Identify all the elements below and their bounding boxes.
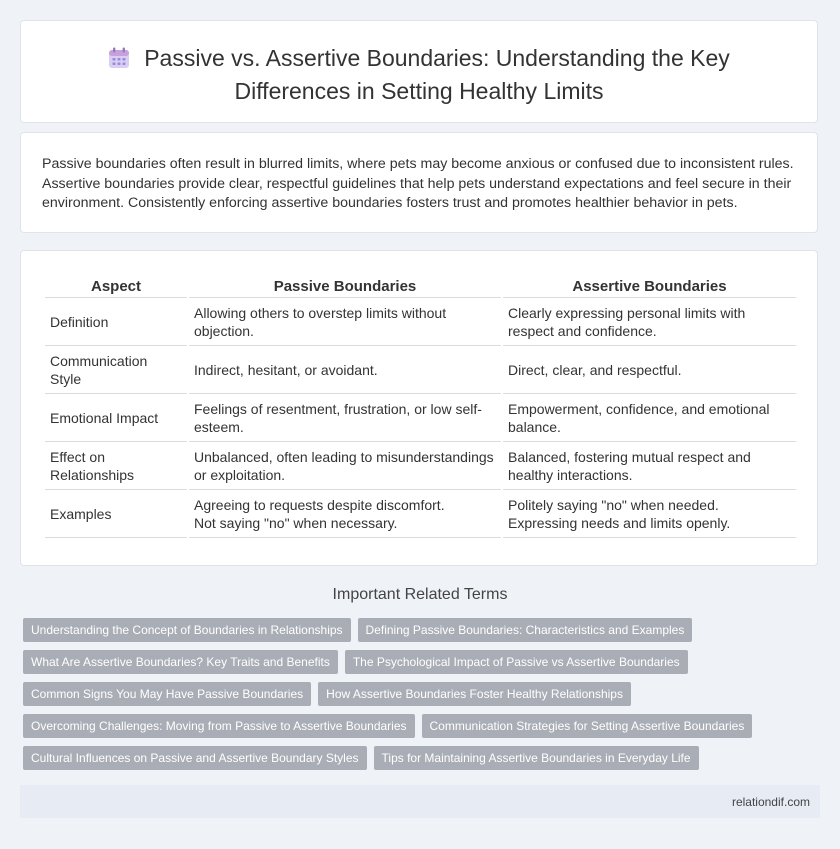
row-assertive: Clearly expressing personal limits with respect and confidence.	[503, 298, 796, 346]
intro-card	[20, 132, 818, 233]
page-title	[21, 43, 817, 106]
related-term-tag[interactable]: Common Signs You May Have Passive Boundaries	[23, 682, 311, 706]
table-row	[45, 490, 796, 538]
row-passive: Agreeing to requests despite discomfort. Not saying "no" when necessary.	[189, 490, 501, 538]
row-assertive: Empowerment, confidence, and emotional balance.	[503, 394, 796, 442]
related-terms-list	[23, 618, 803, 778]
header-assertive: Assertive Boundaries	[503, 275, 796, 298]
related-term-tag[interactable]: Defining Passive Boundaries: Characteristics and Examples	[358, 618, 693, 642]
comparison-table-card	[20, 250, 818, 566]
row-aspect: Examples	[45, 490, 187, 538]
table-header-row	[45, 275, 796, 298]
row-aspect: Emotional Impact	[45, 394, 187, 442]
row-assertive: Politely saying "no" when needed. Expressing needs and limits openly.	[503, 490, 796, 538]
table-row	[45, 346, 796, 394]
intro-text: Passive boundaries often result in blurred limits, where pets may become anxious or confused due to inconsistent rules. Assertive boundaries provide clear, respectful guidelines that help pets understand expectations and feel secure in their environment. Consistently enforcing assertive boundaries fosters trust and promotes healthier behavior in pets.	[42, 156, 794, 211]
row-aspect: Effect on Relationships	[45, 442, 187, 490]
related-terms-title: Important Related Terms	[332, 586, 508, 603]
footer-site-link[interactable]: relationdif.com	[731, 795, 810, 809]
row-assertive: Direct, clear, and respectful.	[503, 346, 796, 394]
row-passive: Indirect, hesitant, or avoidant.	[189, 346, 501, 394]
table-row	[45, 442, 796, 490]
calendar-icon	[108, 46, 130, 76]
footer	[20, 785, 820, 818]
row-passive: Allowing others to overstep limits without objection.	[189, 298, 501, 346]
table-row	[45, 394, 796, 442]
related-term-tag[interactable]: The Psychological Impact of Passive vs Assertive Boundaries	[345, 650, 688, 674]
related-term-tag[interactable]: Communication Strategies for Setting Assertive Boundaries	[422, 714, 753, 738]
row-aspect: Definition	[45, 298, 187, 346]
related-term-tag[interactable]: How Assertive Boundaries Foster Healthy Relationships	[318, 682, 631, 706]
table-row	[45, 298, 796, 346]
header-aspect: Aspect	[45, 275, 187, 298]
row-passive: Unbalanced, often leading to misunderstandings or exploitation.	[189, 442, 501, 490]
related-term-tag[interactable]: Understanding the Concept of Boundaries in Relationships	[23, 618, 351, 642]
header-passive: Passive Boundaries	[189, 275, 501, 298]
related-term-tag[interactable]: Cultural Influences on Passive and Assertive Boundary Styles	[23, 746, 367, 770]
row-assertive: Balanced, fostering mutual respect and healthy interactions.	[503, 442, 796, 490]
title-card	[20, 20, 818, 123]
row-passive: Feelings of resentment, frustration, or low self-esteem.	[189, 394, 501, 442]
comparison-table	[43, 275, 798, 538]
title-text: Passive vs. Assertive Boundaries: Understanding the Key Differences in Setting Healthy Limits	[144, 45, 730, 104]
row-aspect: Communication Style	[45, 346, 187, 394]
related-term-tag[interactable]: Tips for Maintaining Assertive Boundaries in Everyday Life	[374, 746, 699, 770]
related-term-tag[interactable]: What Are Assertive Boundaries? Key Traits and Benefits	[23, 650, 338, 674]
related-term-tag[interactable]: Overcoming Challenges: Moving from Passive to Assertive Boundaries	[23, 714, 415, 738]
